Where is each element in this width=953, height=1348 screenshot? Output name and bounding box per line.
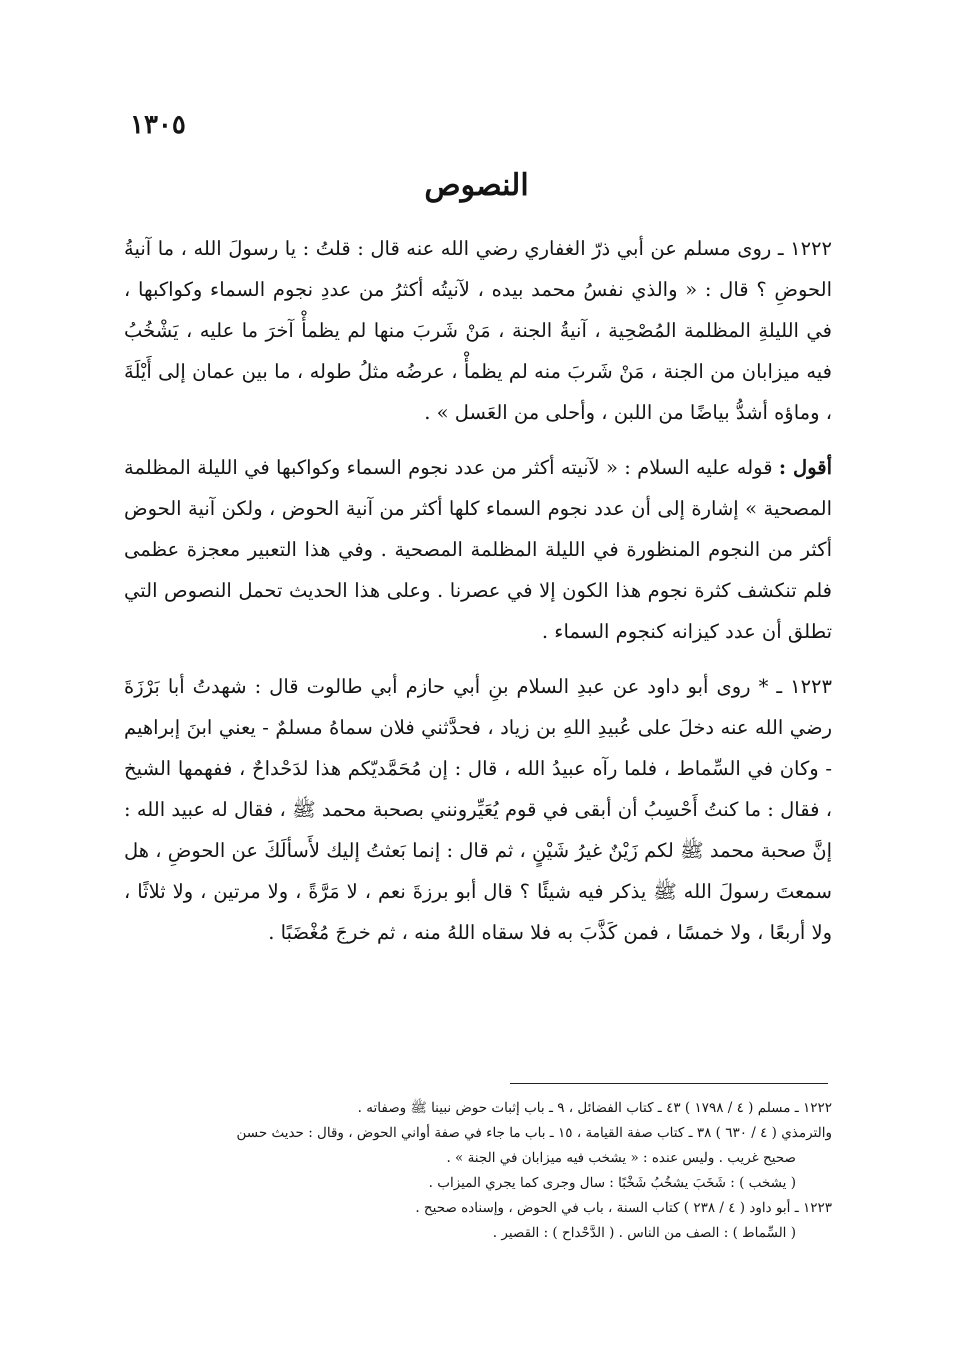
commentary-text: قوله عليه السلام : « لآنيته أكثر من عدد نجوم السماء وكواكبها في الليلة المظلمة المصحية » إشارة إلى أن عدد نجوم السماء كلها أكثر من آنية الحوض ، ولكن آنية الحوض أكثر من النجوم المنظورة في الليلة المظلمة المصحية . وفي هذا التعبير معجزة عظمى فلم تنكشف كثرة نجوم هذا الكون إلا في عصرنا . وعلى هذا الحديث تحمل النصوص التي تطلق أن عدد كيزانه كنجوم السماء . [124,456,832,643]
page-number: ١٣٠٥ [130,110,186,140]
section-heading: النصوص [424,168,529,203]
footnote-separator [510,1083,828,1084]
body-text [124,228,832,953]
footnote-1222: ١٢٢٢ ـ مسلم ( ٤ / ١٧٩٨ ) ٤٣ ـ كتاب الفضائل ، ٩ ـ باب إثبات حوض نبينا ﷺ وصفاته . [357,1100,832,1116]
footnote-gloss-yashkhub: ( يشخب ) : شَخَبَ يشخُبُ شَخْبًا : سال وجرى كما يجري الميزاب . [428,1175,796,1191]
footnote-1222-tirmidhi: والترمذي ( ٤ / ٦٣٠ ) ٣٨ ـ كتاب صفة القيامة ، ١٥ ـ باب ما جاء في صفة أواني الحوض ، وقال : حديث حسن [236,1125,832,1141]
footnotes [190,1096,832,1246]
commentary-lead: أقول : [778,456,833,479]
paragraph-hadith-1222: ١٢٢٢ ـ روى مسلم عن أبي ذرّ الغفاري رضي الله عنه قال : قلتُ : يا رسولَ الله ، ما آنيةُ الحوضِ ؟ قال : « والذي نفسُ محمد بيده ، لآنيتُه أكثرُ من عددِ نجوم السماء وكواكبها ، في الليلةِ المظلمة المُصْحِية ، آنيةُ الجنة ، مَنْ شَربَ منها لم يظمأْ آخرَ ما عليه ، يَشْخُبُ فيه ميزابان من الجنة ، مَنْ شَربَ منه لم يظمأْ ، عرضُه مثلُ طوله ، ما بين عمان إلى أَيْلَةَ ، وماؤه أشدُّ بياضًا من اللبن ، وأحلى من العَسل » . [124,237,832,424]
footnote-1222-cont: صحيح غريب . وليس عنده : « يشخب فيه ميزابان في الجنة » . [446,1150,796,1166]
footnote-gloss-simat: ( السِّماط ) : الصف من الناس . ( الدَّحْداح ) : القصير . [492,1225,796,1241]
paragraph-hadith-1223: ١٢٢٣ ـ * روى أبو داود عن عبدِ السلام بنِ أبي حازم أبي طالوت قال : شهدتُ أبا بَرْزَةَ رضي الله عنه دخلَ على عُبيدِ اللهِ بن زياد ، فحدَّثني فلان سماهُ مسلمٌ - يعني ابنَ إبراهيم - وكان في السِّماط ، فلما رآه عبيدُ الله ، قال : إن مُحَمَّديّكم هذا لدَحْداحٌ ، ففهمها الشيخ ، فقال : ما كنتُ أَحْسِبُ أن أبقى في قوم يُعَيِّرونني بصحبة محمد ﷺ ، فقال له عبيد الله : إنَّ صحبة محمد ﷺ لكم زَيْنٌ غيرُ شَيْنٍ ، ثم قال : إنما بَعثتُ إليك لأَسألَكَ عن الحوضِ ، هل سمعتَ رسولَ الله ﷺ يذكر فيه شيئًا ؟ قال أبو برزةَ نعم ، لا مَرَّةً ، ولا مرتين ، ولا ثلاثًا ، ولا أربعًا ، ولا خمسًا ، فمن كَذَّبَ به فلا سقاه اللهُ منه ، ثم خرجَ مُغْضَبًا . [124,675,832,944]
paragraph-commentary [124,447,832,652]
footnote-1223: ١٢٢٣ ـ أبو داود ( ٤ / ٢٣٨ ) كتاب السنة ، باب في الحوض ، وإسناده صحيح . [415,1200,832,1216]
